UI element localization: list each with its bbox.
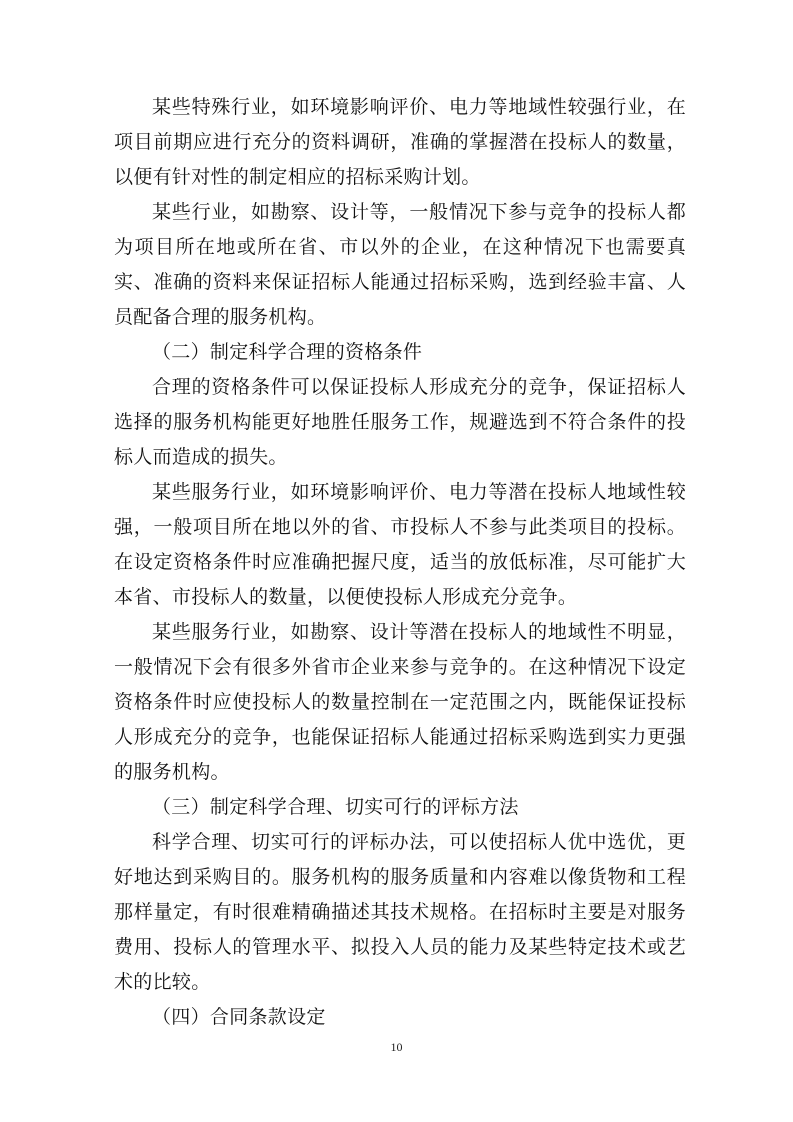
paragraph-regional-service-industries: 某些服务行业，如环境影响评价、电力等潜在投标人地域性较强，一般项目所在地以外的省、市投标人不参与此类项目的投标。在设定资格条件时应准确把握尺度，适当的放低标准，尽可能扩大本省、市投标人的数量，以便使投标人形成充分竞争。 [114,481,686,608]
page-number: 10 [390,1040,403,1054]
section-heading-evaluation-method: （三）制定科学合理、切实可行的评标方法 [152,796,519,818]
paragraph-survey-design-industries: 某些行业，如勘察、设计等，一般情况下参与竞争的投标人都为项目所在地或所在省、市以外的企业，在这种情况下也需要真实、准确的资料来保证招标人能通过招标采购，选到经验丰富、人员配备合理的服务机构。 [114,201,686,328]
page-body [114,90,686,1035]
section-heading-contract-terms: （四）合同条款设定 [152,1006,326,1028]
paragraph-evaluation-method: 科学合理、切实可行的评标办法，可以使招标人优中选优，更好地达到采购目的。服务机构的服务质量和内容难以像货物和工程那样量定，有时很难精确描述其技术规格。在招标时主要是对服务费用、投标人的管理水平、拟投入人员的能力及某些特定技术或艺术的比较。 [114,831,686,993]
paragraph-reasonable-qualification: 合理的资格条件可以保证投标人形成充分的竞争，保证招标人选择的服务机构能更好地胜任服务工作，规避选到不符合条件的投标人而造成的损失。 [114,376,686,468]
section-heading-qualification: （二）制定科学合理的资格条件 [152,341,423,363]
paragraph-special-industries: 某些特殊行业，如环境影响评价、电力等地域性较强行业，在项目前期应进行充分的资料调研，准确的掌握潜在投标人的数量，以便有针对性的制定相应的招标采购计划。 [114,96,686,188]
paragraph-nonregional-service-industries: 某些服务行业，如勘察、设计等潜在投标人的地域性不明显，一般情况下会有很多外省市企业来参与竞争的。在这种情况下设定资格条件时应使投标人的数量控制在一定范围之内，既能保证投标人形成充分的竞争，也能保证招标人能通过招标采购选到实力更强的服务机构。 [114,621,686,783]
